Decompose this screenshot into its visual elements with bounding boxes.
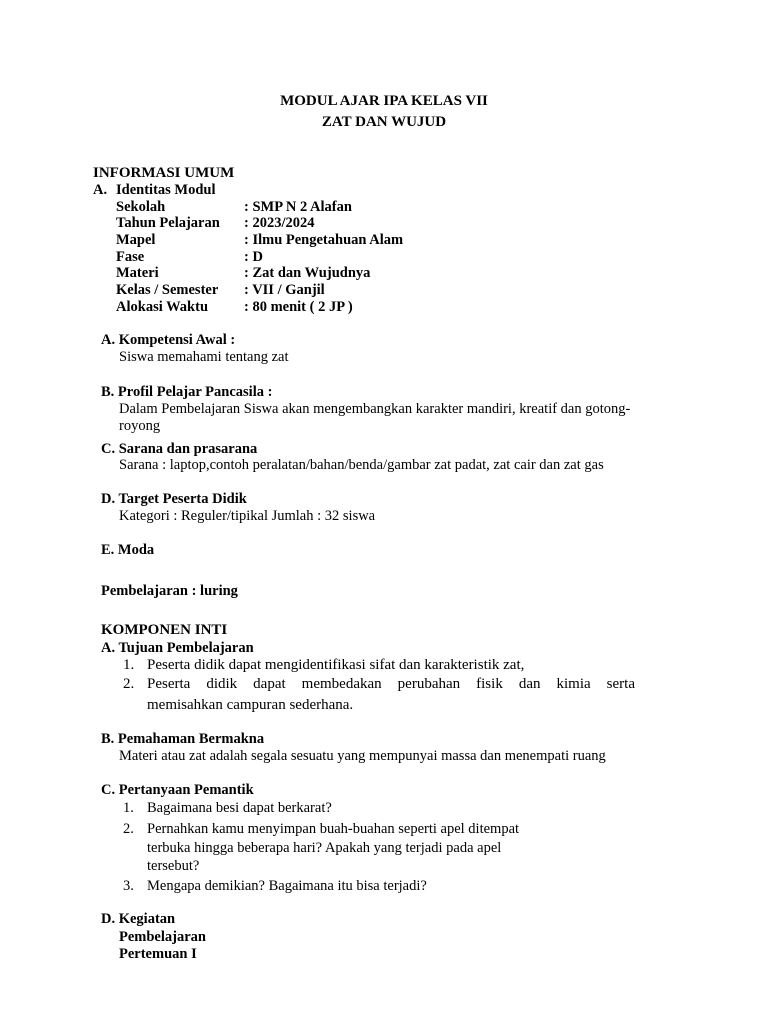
list-item-number: 2. <box>123 676 135 692</box>
list-item-text: Peserta didik dapat membedakan perubahan fisik dan kimia serta <box>147 676 635 692</box>
target-peserta-heading: D. Target Peserta Didik <box>101 491 247 507</box>
identitas-modul-label: Identitas Modul <box>116 182 216 198</box>
list-item-text-cont: tersebut? <box>147 858 200 874</box>
list-item-text: Pernahkan kamu menyimpan buah-buahan seperti apel ditempat <box>147 821 520 837</box>
list-item-number: 2. <box>123 821 134 837</box>
identity-row-label: Fase <box>116 249 145 265</box>
identity-row-label: Tahun Pelajaran <box>116 215 220 231</box>
identity-row-value: : Zat dan Wujudnya <box>244 265 371 281</box>
identity-row-label: Alokasi Waktu <box>116 299 209 315</box>
identity-row-label: Sekolah <box>116 199 166 215</box>
sarana-text: Sarana : laptop,contoh peralatan/bahan/benda/gambar zat padat, zat cair dan zat gas <box>119 457 604 473</box>
identity-row-value: : 80 menit ( 2 JP ) <box>244 299 353 315</box>
identity-row-value: : VII / Ganjil <box>244 282 325 298</box>
list-item-text-cont: terbuka hingga beberapa hari? Apakah yang terjadi pada apel <box>147 840 502 856</box>
list-item-text: Bagaimana besi dapat berkarat? <box>147 800 332 816</box>
pemahaman-bermakna-heading: B. Pemahaman Bermakna <box>101 731 265 747</box>
komponen-inti-heading: KOMPONEN INTI <box>101 622 228 638</box>
list-item-number: 1. <box>123 657 135 673</box>
list-item-text: Peserta didik dapat mengidentifikasi sifat dan karakteristik zat, <box>147 657 525 673</box>
profil-pelajar-heading: B. Profil Pelajar Pancasila : <box>101 384 273 400</box>
identity-row-value: : D <box>244 249 263 265</box>
sarana-heading: C. Sarana dan prasarana <box>101 441 258 457</box>
identity-row-value: : Ilmu Pengetahuan Alam <box>244 232 404 248</box>
pembelajaran-mode: Pembelajaran : luring <box>101 583 238 599</box>
identity-row-label: Kelas / Semester <box>116 282 219 298</box>
kompetensi-awal-text: Siswa memahami tentang zat <box>119 349 289 365</box>
informasi-umum-heading: INFORMASI UMUM <box>93 165 235 181</box>
identitas-letter: A. <box>93 182 108 198</box>
document-title: MODUL AJAR IPA KELAS VII <box>280 93 488 109</box>
list-item-text: Mengapa demikian? Bagaimana itu bisa terjadi? <box>147 878 427 894</box>
list-item <box>123 674 633 718</box>
moda-heading: E. Moda <box>101 542 155 558</box>
tujuan-pembelajaran-heading: A. Tujuan Pembelajaran <box>101 640 254 656</box>
profil-pelajar-text-cont: royong <box>119 418 161 434</box>
kegiatan-heading: D. Kegiatan <box>101 911 176 927</box>
kegiatan-subheading: Pembelajaran <box>119 929 206 945</box>
pertemuan-heading: Pertemuan I <box>119 946 197 962</box>
pertanyaan-pemantik-heading: C. Pertanyaan Pemantik <box>101 782 254 798</box>
identity-row-value: : SMP N 2 Alafan <box>244 199 352 215</box>
pemahaman-bermakna-text: Materi atau zat adalah segala sesuatu yang mempunyai massa dan menempati ruang <box>119 748 606 764</box>
kompetensi-awal-heading: A. Kompetensi Awal : <box>101 332 236 348</box>
target-peserta-text: Kategori : Reguler/tipikal Jumlah : 32 siswa <box>119 508 376 524</box>
profil-pelajar-text: Dalam Pembelajaran Siswa akan mengembangkan karakter mandiri, kreatif dan gotong- <box>119 401 631 417</box>
document-subtitle: ZAT DAN WUJUD <box>321 114 447 130</box>
list-item-text-cont: memisahkan campuran sederhana. <box>147 697 354 713</box>
identity-row-value: : 2023/2024 <box>244 215 315 231</box>
identity-row-label: Mapel <box>116 232 156 248</box>
identity-row-label: Materi <box>116 265 159 281</box>
list-item-number: 3. <box>123 878 134 894</box>
list-item-number: 1. <box>123 800 134 816</box>
